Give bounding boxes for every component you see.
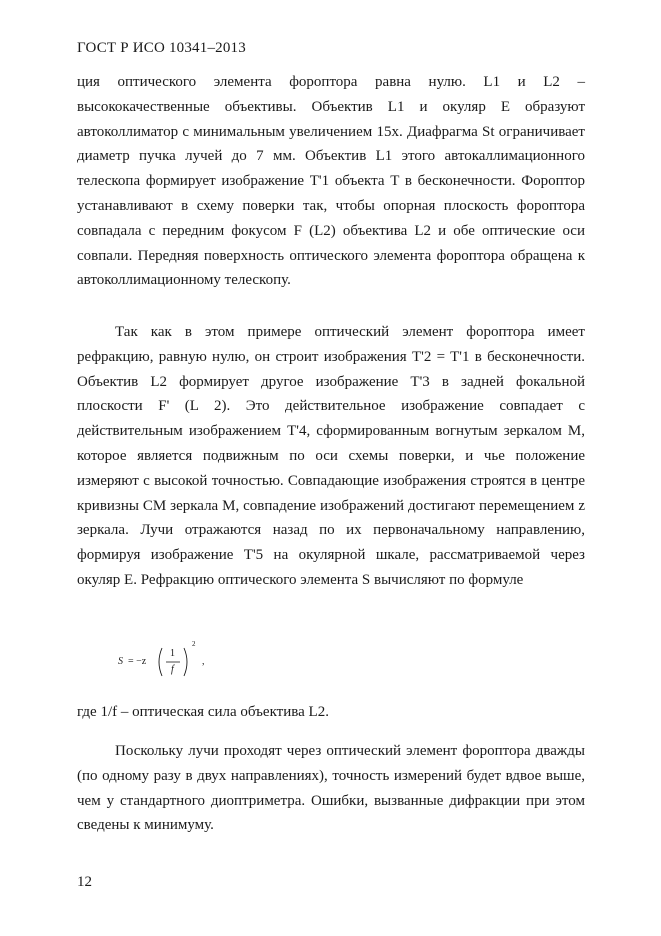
formula-lhs: S <box>118 656 123 667</box>
formula-exponent: 2 <box>192 640 196 648</box>
paragraph-3: Поскольку лучи проходят через оптический элемент фороптора дважды (по одному разу в двух направлениях), точность измерений будет вдвое выше, чем у стандартного диоптриметра. Ошибки, вызванные дифракции при этом сведены к минимуму. <box>77 743 585 834</box>
formula-equals: = −z <box>128 656 147 667</box>
page-number: 12 <box>77 874 92 890</box>
formula-explanation: где 1/f – оптическая сила объектива L2. <box>77 704 329 720</box>
formula-comma: , <box>202 656 205 667</box>
paragraph-1: ция оптического элемента фороптора равна нулю. L1 и L2 – высококачественные объективы. Объектив L1 и окуляр E образуют автоколлиматор с минимальным увеличением 15х. Диафрагма St ограничивает диаметр пучка лучей до 7 мм. Объектив L1 этого автокаллимационного телескопа формирует изображение T'1 объекта T в бесконечности. Фороптор устанавливают в схему поверки так, чтобы опорная плоскость фороптора совпадала с передним фокусом F (L2) объектива L2 и обе оптические оси совпали. Передняя поверхность оптического элемента фороптора обращена к автоколлимационному телескопу. <box>77 74 585 289</box>
formula-denominator: f <box>171 664 174 675</box>
paragraph-2: Так как в этом примере оптический элемент фороптора имеет рефракцию, равную нулю, он строит изображения T'2 = T'1 в бесконечности. Объектив L2 формирует другое изображение T'3 в задней фокальной плоскости F' (L 2). Это действительное изображение совпадает с действительным изображением T'4, сформированным вогнутым зеркалом M, которое является подвижным по оси схемы поверки, и чье положение измеряют с высокой точностью. Совпадающие изображения строятся в центре кривизны CM зеркала M, совпадение изображений достигают перемещением z зеркала. Лучи отражаются назад по их первоначальному направлению, формируя изображение T'5 на окулярной шкале, рассматриваемой через окуляр E. Рефракцию оптического элемента S вычисляют по формуле <box>77 324 585 588</box>
formula-numerator: 1 <box>170 648 175 659</box>
document-header: ГОСТ Р ИСО 10341–2013 <box>77 40 246 56</box>
formula-parentheses <box>118 642 208 682</box>
refraction-formula <box>118 642 208 682</box>
